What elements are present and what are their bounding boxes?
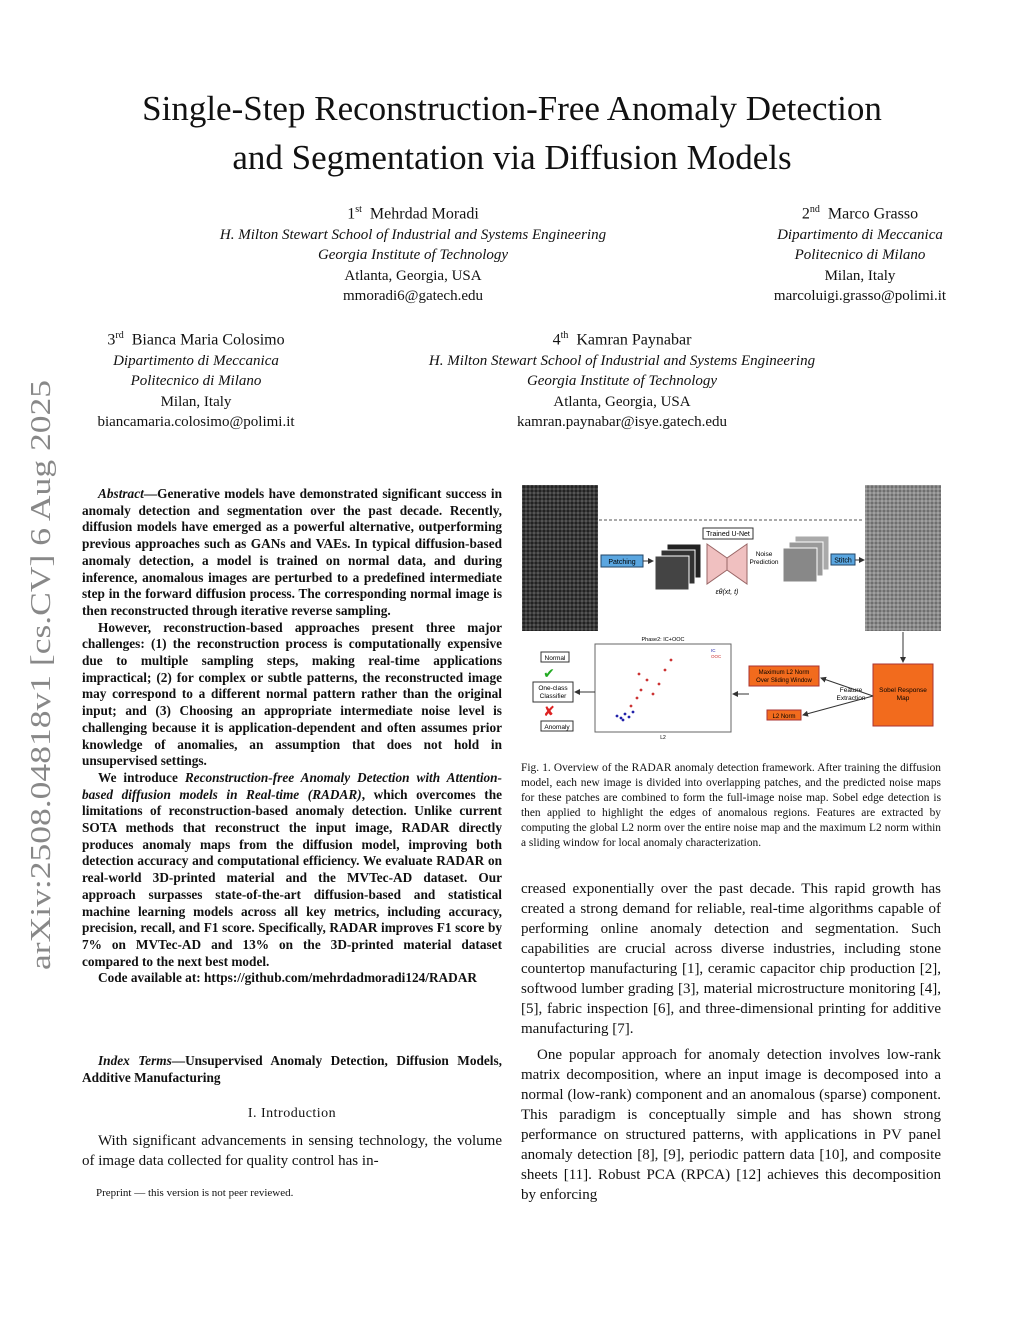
section-heading-introduction: I. Introduction <box>247 1106 337 1121</box>
arxiv-identifier: arXiv:2508.04818v1 [cs.CV] 6 Aug 2025 <box>26 504 57 970</box>
author-institution: Politecnico di Milano <box>794 247 926 264</box>
author-location: Atlanta, Georgia, USA <box>553 393 691 410</box>
author-location: Milan, Italy <box>824 267 896 284</box>
author-name: Kamran Paynabar <box>576 331 692 349</box>
author-location: Milan, Italy <box>160 393 232 410</box>
title-line-2: and Segmentation via Diffusion Models <box>232 138 792 177</box>
arxiv-stamp <box>8 370 64 980</box>
author-location: Atlanta, Georgia, USA <box>344 267 482 284</box>
normal-label: Normal <box>544 655 566 662</box>
author-block-3 <box>60 326 332 433</box>
code-link[interactable]: Code available at: https://github.com/mehrdadmoradi124/RADAR <box>98 970 477 986</box>
abstract-paragraph-2: However, reconstruction-based approaches present three major challenges: (1) the reconstruction process is computationally expensive due to multiple sampling steps, making real-time applications impractical; (2) for complex or subtle patterns, the reconstructed image may correspond to a different normal pattern rather than the original input; and (3) Choosing an appropriate intermediate noise level is challenging because it is application-dependent and often assumes prior knowledge of anomalies, an assumption that does not hold in unsupervised settings. <box>82 619 502 769</box>
abstract <box>82 486 502 987</box>
index-terms-text: —Unsupervised Anomaly Detection, Diffusion Models, Additive Manufacturing <box>82 1053 502 1085</box>
footnote: Preprint — this version is not peer reviewed. <box>96 1187 294 1199</box>
index-terms <box>82 1053 502 1086</box>
author-name: Bianca Maria Colosimo <box>131 331 285 349</box>
l2-norm-label: L2 Norm <box>772 714 796 720</box>
author-ordinal-suffix: nd <box>809 204 820 215</box>
author-institution: Politecnico di Milano <box>130 373 262 390</box>
author-block-4 <box>370 326 874 433</box>
scatter-plot-title: Phase2: IC+OOC <box>641 637 685 643</box>
author-block-1 <box>160 200 666 307</box>
author-ordinal: 2 <box>801 205 810 223</box>
author-ordinal-suffix: st <box>355 204 362 215</box>
title-line-1: Single-Step Reconstruction-Free Anomaly Detection <box>142 89 882 128</box>
author-ordinal-suffix: rd <box>115 330 124 341</box>
author-affiliation: H. Milton Stewart School of Industrial and Systems Engineering <box>428 352 816 369</box>
abstract-radar-name: Reconstruction-free Anomaly Detection with Attention-based diffusion models in Real-time (RADAR) <box>82 769 502 802</box>
abstract-label: Abstract <box>98 486 144 501</box>
noise-prediction-label-2: Prediction <box>749 559 779 566</box>
abstract-paragraph-3-end: , which overcomes the limitations of reconstruction-based anomaly detection. Unlike current SOTA methods that reconstruct the input image, RADAR directly produces anomaly maps from the diffusion model, improving both detection accuracy and computational efficiency. We evaluate RADAR on real-world 3D-printed material and the MVTec-AD dataset. Our approach surpasses state-of-the-art diffusion-based and statistical machine learning models across all key metrics, including accuracy, precision, recall, and F1 score. Specifically, RADAR improves F1 score by 7% on MVTec-AD and 13% on the 3D-printed material dataset compared to the next best model. <box>82 786 502 969</box>
paper-title <box>60 84 964 182</box>
cross-icon: ✘ <box>543 703 555 719</box>
author-institution: Georgia Institute of Technology <box>317 247 509 264</box>
author-name: Mehrdad Moradi <box>369 205 479 223</box>
patch <box>655 556 689 590</box>
stitch-label: Stitch <box>834 557 852 565</box>
intro-right-text <box>521 879 941 1205</box>
author-block-2 <box>730 200 990 307</box>
sobel-label-1: Sobel Response <box>879 687 927 694</box>
author-email: biancamaria.colosimo@polimi.it <box>97 414 295 431</box>
author-affiliation: H. Milton Stewart School of Industrial and Systems Engineering <box>219 226 607 243</box>
unet-label: Trained U-Net <box>706 531 750 538</box>
classifier-label-2: Classifier <box>539 693 567 700</box>
author-email: marcoluigi.grasso@polimi.it <box>773 288 947 305</box>
author-email: mmoradi6@gatech.edu <box>342 288 484 305</box>
noise-prediction-label-1: Noise <box>755 551 773 558</box>
figure-1 <box>521 484 941 748</box>
classifier-label-1: One-class <box>538 685 568 692</box>
intro-left-text <box>82 1131 502 1171</box>
feature-extraction-label-1: Feature <box>839 687 863 694</box>
author-affiliation: Dipartimento di Meccanica <box>113 352 279 369</box>
index-terms-label: Index Terms <box>98 1053 172 1068</box>
author-email: kamran.paynabar@isye.gatech.edu <box>517 414 727 431</box>
author-institution: Georgia Institute of Technology <box>526 373 718 390</box>
author-ordinal: 3 <box>107 331 116 349</box>
intro-paragraph-1: With significant advancements in sensing technology, the volume of image data collected for quality control has in- <box>82 1133 502 1169</box>
author-affiliation: Dipartimento di Meccanica <box>777 226 943 243</box>
author-ordinal: 1 <box>347 205 356 223</box>
noise-patch <box>783 548 817 582</box>
scatter-x-label: L2 <box>660 735 666 741</box>
input-image <box>522 485 598 631</box>
intro-paragraph-continued: creased exponentially over the past decade. This rapid growth has created a strong demand for reliable, real-time algorithms capable of performing online anomaly detection and segmentation. Such capabilities are crucial across diverse industries, including stone countertop manufacturing [1], ceramic capacitor chip production [2], softwood lumber grading [3], material microstructure monitoring [4], [5], fabric inspection [6], and three-dimensional printing for additive manufacturing [7]. <box>521 881 941 1037</box>
max-l2-label-1: Maximum L2 Norm <box>758 670 810 676</box>
max-l2-label-2: Over Sliding Window <box>756 678 812 684</box>
abstract-paragraph-3-start: We introduce <box>98 769 185 785</box>
figure-caption: Fig. 1. Overview of the RADAR anomaly detection framework. After training the diffusion model, each new image is divided into overlapping patches, and the predicted noise maps for these patches are combined to form the full-image noise map. Sobel edge detection is then applied to highlight the edges of anomalous regions. Features are extracted by computing the global L2 norm over the entire noise map and the maximum L2 norm within a sliding window for local anomaly characterization. <box>521 762 941 849</box>
legend-ooc: OOC <box>711 654 722 659</box>
abstract-paragraph-1: —Generative models have demonstrated significant success in anomaly detection and segmentation over the past decade. Recently, diffusion models have emerged as a powerful alternative, outperforming previous approaches such as GANs and VAEs. In typical diffusion-based anomaly detection, a model is trained on normal data, and during inference, anomalous images are perturbed to a predefined intermediate step in the forward diffusion process. The corresponding normal image is then reconstructed through iterative reverse sampling. <box>82 486 502 618</box>
intro-paragraph-2: One popular approach for anomaly detection involves low-rank matrix decomposition, where an input image is decomposed into a normal (low-rank) component and an anomalous (sparse) component. This paradigm is conceptually simple and has shown strong performance on structured patterns, with applications in PV panel anomaly detection [8], [9], periodic pattern data [10], and composite sheets [11]. Robust PCA (RPCA) [12] achieves this decomposition by enforcing <box>521 1047 941 1203</box>
epsilon-label: εθ(xt, t) <box>715 589 739 596</box>
anomaly-label: Anomaly <box>544 724 570 731</box>
noise-map-image <box>865 485 941 631</box>
legend-ic: IC <box>711 648 716 653</box>
patching-label: Patching <box>608 559 636 566</box>
check-icon: ✔ <box>543 665 555 681</box>
feature-extraction-label-2: Extraction <box>836 695 866 702</box>
sobel-label-2: Map <box>896 695 910 702</box>
author-ordinal: 4 <box>552 331 561 349</box>
author-ordinal-suffix: th <box>560 330 569 341</box>
author-name: Marco Grasso <box>827 205 919 223</box>
